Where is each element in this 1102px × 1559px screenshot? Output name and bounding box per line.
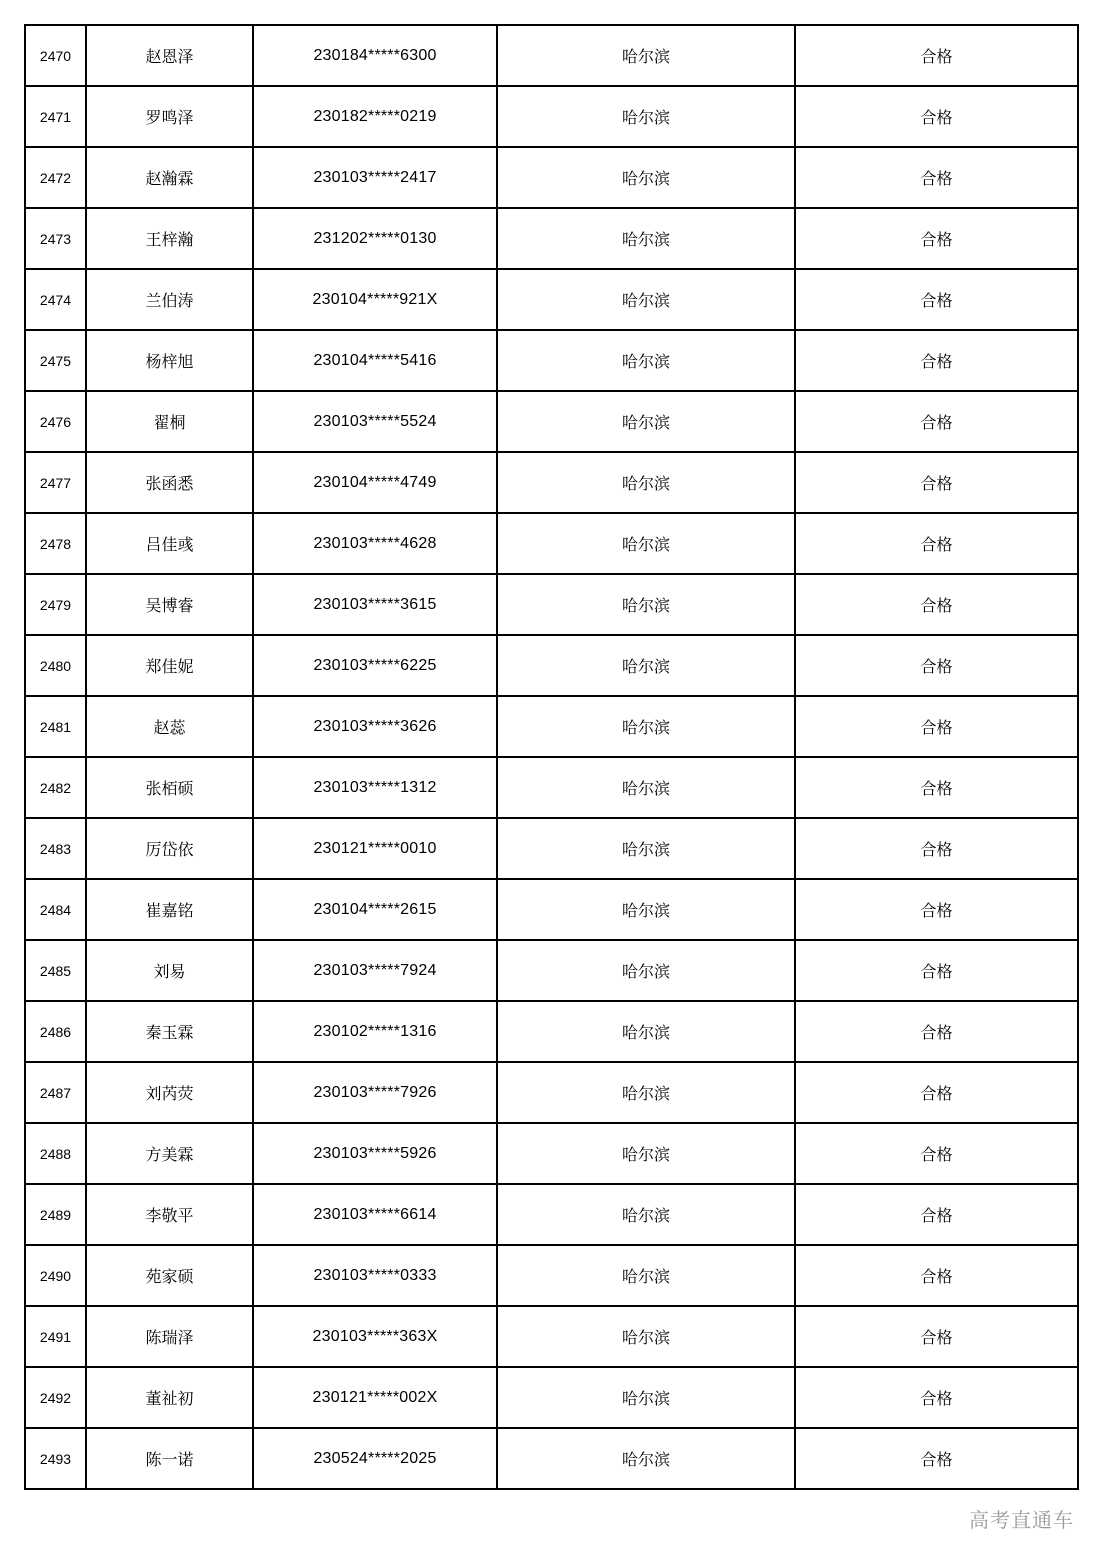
cell-result: 合格 — [795, 147, 1078, 208]
cell-id-number: 230103*****3626 — [253, 696, 497, 757]
cell-seq: 2485 — [25, 940, 86, 1001]
cell-city: 哈尔滨 — [497, 513, 795, 574]
cell-seq: 2483 — [25, 818, 86, 879]
cell-seq: 2493 — [25, 1428, 86, 1489]
cell-id-number: 230184*****6300 — [253, 25, 497, 86]
cell-name: 张栢硕 — [86, 757, 253, 818]
cell-name: 吕佳彧 — [86, 513, 253, 574]
cell-city: 哈尔滨 — [497, 330, 795, 391]
cell-result: 合格 — [795, 1123, 1078, 1184]
table-row — [25, 452, 1078, 513]
table-row — [25, 879, 1078, 940]
table-row — [25, 391, 1078, 452]
cell-seq: 2486 — [25, 1001, 86, 1062]
cell-city: 哈尔滨 — [497, 1123, 795, 1184]
cell-city: 哈尔滨 — [497, 1428, 795, 1489]
table-row — [25, 1367, 1078, 1428]
cell-city: 哈尔滨 — [497, 1306, 795, 1367]
table-row — [25, 86, 1078, 147]
cell-result: 合格 — [795, 696, 1078, 757]
cell-result: 合格 — [795, 330, 1078, 391]
cell-name: 郑佳妮 — [86, 635, 253, 696]
table-row — [25, 1001, 1078, 1062]
cell-result: 合格 — [795, 1367, 1078, 1428]
roster-table-body — [25, 25, 1078, 1489]
cell-seq: 2471 — [25, 86, 86, 147]
cell-result: 合格 — [795, 391, 1078, 452]
cell-id-number: 230103*****6614 — [253, 1184, 497, 1245]
cell-seq: 2472 — [25, 147, 86, 208]
cell-seq: 2470 — [25, 25, 86, 86]
roster-table — [24, 24, 1079, 1490]
cell-name: 赵蕊 — [86, 696, 253, 757]
table-row — [25, 635, 1078, 696]
cell-seq: 2475 — [25, 330, 86, 391]
cell-name: 董祉初 — [86, 1367, 253, 1428]
cell-city: 哈尔滨 — [497, 574, 795, 635]
cell-city: 哈尔滨 — [497, 1184, 795, 1245]
cell-result: 合格 — [795, 513, 1078, 574]
table-row — [25, 147, 1078, 208]
cell-seq: 2490 — [25, 1245, 86, 1306]
cell-city: 哈尔滨 — [497, 757, 795, 818]
cell-result: 合格 — [795, 940, 1078, 1001]
table-row — [25, 1306, 1078, 1367]
cell-name: 刘易 — [86, 940, 253, 1001]
cell-city: 哈尔滨 — [497, 25, 795, 86]
table-row — [25, 1184, 1078, 1245]
watermark-text: 高考直通车 — [969, 1508, 1074, 1532]
cell-result: 合格 — [795, 757, 1078, 818]
cell-name: 兰伯涛 — [86, 269, 253, 330]
cell-seq: 2492 — [25, 1367, 86, 1428]
table-row — [25, 940, 1078, 1001]
cell-id-number: 230102*****1316 — [253, 1001, 497, 1062]
cell-result: 合格 — [795, 1428, 1078, 1489]
cell-name: 陈瑞泽 — [86, 1306, 253, 1367]
cell-name: 张函悉 — [86, 452, 253, 513]
table-row — [25, 1428, 1078, 1489]
table-row — [25, 574, 1078, 635]
cell-result: 合格 — [795, 452, 1078, 513]
cell-city: 哈尔滨 — [497, 452, 795, 513]
table-row — [25, 1062, 1078, 1123]
table-row — [25, 696, 1078, 757]
cell-id-number: 230121*****002X — [253, 1367, 497, 1428]
cell-id-number: 230104*****2615 — [253, 879, 497, 940]
cell-name: 赵瀚霖 — [86, 147, 253, 208]
cell-name: 方美霖 — [86, 1123, 253, 1184]
cell-city: 哈尔滨 — [497, 1367, 795, 1428]
cell-city: 哈尔滨 — [497, 696, 795, 757]
cell-id-number: 230121*****0010 — [253, 818, 497, 879]
cell-name: 秦玉霖 — [86, 1001, 253, 1062]
cell-name: 赵恩泽 — [86, 25, 253, 86]
cell-result: 合格 — [795, 635, 1078, 696]
table-row — [25, 208, 1078, 269]
cell-name: 吴博睿 — [86, 574, 253, 635]
cell-id-number: 230103*****0333 — [253, 1245, 497, 1306]
cell-id-number: 230104*****5416 — [253, 330, 497, 391]
cell-result: 合格 — [795, 1062, 1078, 1123]
cell-result: 合格 — [795, 1245, 1078, 1306]
cell-seq: 2488 — [25, 1123, 86, 1184]
table-row — [25, 1245, 1078, 1306]
cell-result: 合格 — [795, 574, 1078, 635]
cell-result: 合格 — [795, 1184, 1078, 1245]
cell-id-number: 230103*****7924 — [253, 940, 497, 1001]
cell-city: 哈尔滨 — [497, 818, 795, 879]
table-row — [25, 513, 1078, 574]
cell-result: 合格 — [795, 1306, 1078, 1367]
cell-id-number: 230524*****2025 — [253, 1428, 497, 1489]
cell-city: 哈尔滨 — [497, 1245, 795, 1306]
cell-city: 哈尔滨 — [497, 879, 795, 940]
cell-seq: 2479 — [25, 574, 86, 635]
cell-city: 哈尔滨 — [497, 391, 795, 452]
cell-seq: 2481 — [25, 696, 86, 757]
cell-id-number: 230103*****5926 — [253, 1123, 497, 1184]
table-row — [25, 269, 1078, 330]
cell-seq: 2480 — [25, 635, 86, 696]
cell-result: 合格 — [795, 818, 1078, 879]
cell-result: 合格 — [795, 86, 1078, 147]
cell-city: 哈尔滨 — [497, 1062, 795, 1123]
cell-city: 哈尔滨 — [497, 86, 795, 147]
cell-city: 哈尔滨 — [497, 269, 795, 330]
cell-seq: 2482 — [25, 757, 86, 818]
table-row — [25, 25, 1078, 86]
cell-seq: 2491 — [25, 1306, 86, 1367]
table-row — [25, 818, 1078, 879]
cell-id-number: 230104*****921X — [253, 269, 497, 330]
cell-city: 哈尔滨 — [497, 635, 795, 696]
cell-city: 哈尔滨 — [497, 147, 795, 208]
table-row — [25, 330, 1078, 391]
cell-result: 合格 — [795, 1001, 1078, 1062]
cell-id-number: 230103*****3615 — [253, 574, 497, 635]
cell-seq: 2489 — [25, 1184, 86, 1245]
cell-name: 苑家硕 — [86, 1245, 253, 1306]
cell-name: 罗鸣泽 — [86, 86, 253, 147]
table-row — [25, 757, 1078, 818]
cell-city: 哈尔滨 — [497, 208, 795, 269]
cell-seq: 2473 — [25, 208, 86, 269]
cell-id-number: 230103*****7926 — [253, 1062, 497, 1123]
cell-name: 厉岱依 — [86, 818, 253, 879]
cell-name: 王梓瀚 — [86, 208, 253, 269]
cell-name: 杨梓旭 — [86, 330, 253, 391]
cell-result: 合格 — [795, 879, 1078, 940]
cell-id-number: 230103*****5524 — [253, 391, 497, 452]
cell-id-number: 230182*****0219 — [253, 86, 497, 147]
cell-result: 合格 — [795, 208, 1078, 269]
cell-result: 合格 — [795, 25, 1078, 86]
cell-id-number: 230103*****2417 — [253, 147, 497, 208]
cell-id-number: 230103*****6225 — [253, 635, 497, 696]
cell-id-number: 230103*****4628 — [253, 513, 497, 574]
cell-seq: 2477 — [25, 452, 86, 513]
cell-city: 哈尔滨 — [497, 1001, 795, 1062]
cell-id-number: 230103*****363X — [253, 1306, 497, 1367]
table-row — [25, 1123, 1078, 1184]
cell-name: 翟桐 — [86, 391, 253, 452]
cell-id-number: 230104*****4749 — [253, 452, 497, 513]
cell-name: 刘芮荧 — [86, 1062, 253, 1123]
cell-seq: 2487 — [25, 1062, 86, 1123]
cell-name: 李敬平 — [86, 1184, 253, 1245]
cell-result: 合格 — [795, 269, 1078, 330]
cell-city: 哈尔滨 — [497, 940, 795, 1001]
cell-name: 崔嘉铭 — [86, 879, 253, 940]
cell-seq: 2474 — [25, 269, 86, 330]
cell-seq: 2484 — [25, 879, 86, 940]
cell-name: 陈一诺 — [86, 1428, 253, 1489]
cell-id-number: 230103*****1312 — [253, 757, 497, 818]
cell-seq: 2478 — [25, 513, 86, 574]
cell-id-number: 231202*****0130 — [253, 208, 497, 269]
cell-seq: 2476 — [25, 391, 86, 452]
roster-sheet — [24, 24, 1077, 1490]
